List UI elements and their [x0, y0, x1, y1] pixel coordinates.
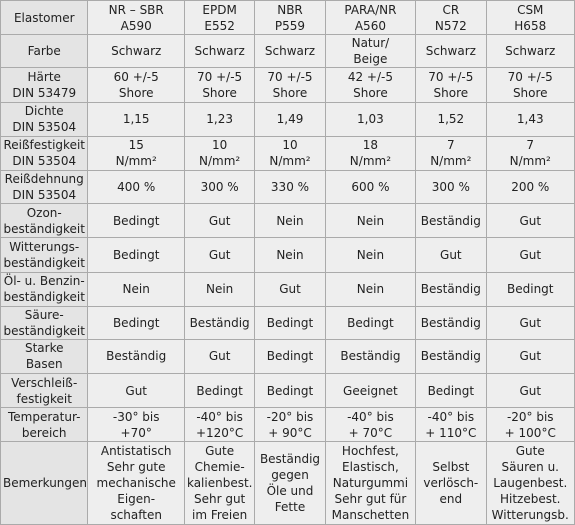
table-cell: 1,43: [486, 102, 575, 136]
table-row: [1, 374, 575, 408]
table-cell: Bedingt: [255, 374, 325, 408]
column-header: CR N572: [416, 1, 486, 35]
column-header: CSM H658: [486, 1, 575, 35]
row-label: Reißdehnung DIN 53504: [1, 170, 88, 203]
row-label: Elastomer: [1, 1, 88, 35]
table-cell: Geeignet: [325, 374, 415, 408]
table-cell: Beständig: [325, 339, 415, 373]
table-cell: Nein: [88, 272, 185, 306]
row-label: Temperatur- bereich: [1, 408, 88, 442]
table-cell: Beständig gegen Öle und Fette: [255, 442, 325, 525]
table-body: [1, 1, 575, 525]
table-cell: 1,49: [255, 102, 325, 136]
row-label: Starke Basen: [1, 339, 88, 373]
table-cell: Bedingt: [255, 306, 325, 339]
table-cell: 300 %: [184, 170, 254, 203]
table-cell: 7 N/mm²: [416, 136, 486, 170]
column-header: NBR P559: [255, 1, 325, 35]
table-cell: Gut: [486, 204, 575, 238]
table-cell: Nein: [325, 272, 415, 306]
table-cell: 1,15: [88, 102, 185, 136]
table-cell: Nein: [325, 238, 415, 272]
table-cell: Gut: [486, 306, 575, 339]
table-row: [1, 136, 575, 170]
table-cell: Beständig: [184, 306, 254, 339]
table-cell: -20° bis + 100°C: [486, 408, 575, 442]
column-header: PARA/NR A560: [325, 1, 415, 35]
row-label: Ozon- beständigkeit: [1, 204, 88, 238]
table-cell: Bedingt: [255, 339, 325, 373]
table-row: [1, 170, 575, 203]
table-cell: 70 +/-5 Shore: [486, 68, 575, 102]
row-label: Witterungs- beständigkeit: [1, 238, 88, 272]
table-cell: Antistatisch Sehr gute mechanische Eigen- schaften: [88, 442, 185, 525]
table-cell: 10 N/mm²: [184, 136, 254, 170]
table-cell: Bedingt: [88, 306, 185, 339]
table-cell: Beständig: [416, 272, 486, 306]
row-label: Bemerkungen: [1, 442, 88, 525]
table-cell: Nein: [325, 204, 415, 238]
table-row: [1, 339, 575, 373]
row-label: Verschleiß- festigkeit: [1, 374, 88, 408]
row-label: Farbe: [1, 35, 88, 68]
table-row: [1, 442, 575, 525]
table-cell: 70 +/-5 Shore: [255, 68, 325, 102]
table-cell: Bedingt: [416, 374, 486, 408]
table-row: [1, 272, 575, 306]
table-cell: Natur/ Beige: [325, 35, 415, 68]
table-cell: Schwarz: [255, 35, 325, 68]
table-cell: Bedingt: [88, 204, 185, 238]
table-cell: Schwarz: [416, 35, 486, 68]
table-cell: Nein: [255, 238, 325, 272]
table-row: [1, 35, 575, 68]
table-cell: Selbst verlösch- end: [416, 442, 486, 525]
table-cell: Nein: [184, 272, 254, 306]
table-cell: -40° bis + 70°C: [325, 408, 415, 442]
table-cell: Bedingt: [184, 374, 254, 408]
table-cell: Beständig: [416, 306, 486, 339]
table-cell: -40° bis +120°C: [184, 408, 254, 442]
table-cell: Nein: [255, 204, 325, 238]
table-cell: Schwarz: [184, 35, 254, 68]
table-row: [1, 408, 575, 442]
table-row: [1, 306, 575, 339]
table-cell: Gut: [184, 204, 254, 238]
table-cell: Gut: [255, 272, 325, 306]
table-cell: 60 +/-5 Shore: [88, 68, 185, 102]
table-cell: 330 %: [255, 170, 325, 203]
column-header: EPDM E552: [184, 1, 254, 35]
table-cell: 1,03: [325, 102, 415, 136]
table-cell: -30° bis +70°: [88, 408, 185, 442]
table-cell: Gut: [184, 238, 254, 272]
table-cell: 1,52: [416, 102, 486, 136]
header-row: [1, 1, 575, 35]
table-cell: 10 N/mm²: [255, 136, 325, 170]
table-row: [1, 102, 575, 136]
table-cell: Beständig: [416, 339, 486, 373]
table-cell: Gute Säuren u. Laugenbest. Hitzebest. Witterungsb.: [486, 442, 575, 525]
table-cell: Bedingt: [486, 272, 575, 306]
table-cell: 7 N/mm²: [486, 136, 575, 170]
row-label: Reißfestigkeit DIN 53504: [1, 136, 88, 170]
table-cell: Bedingt: [88, 238, 185, 272]
table-cell: Gut: [486, 374, 575, 408]
table-cell: 42 +/-5 Shore: [325, 68, 415, 102]
row-label: Öl- u. Benzin- beständigkeit: [1, 272, 88, 306]
table-cell: 18 N/mm²: [325, 136, 415, 170]
table-cell: Gut: [486, 238, 575, 272]
table-cell: Beständig: [88, 339, 185, 373]
table-cell: Schwarz: [88, 35, 185, 68]
table-cell: 1,23: [184, 102, 254, 136]
table-row: [1, 238, 575, 272]
table-cell: 15 N/mm²: [88, 136, 185, 170]
table-cell: Schwarz: [486, 35, 575, 68]
table-cell: Gute Chemie- kalienbest. Sehr gut im Freien: [184, 442, 254, 525]
table-cell: 70 +/-5 Shore: [416, 68, 486, 102]
row-label: Dichte DIN 53504: [1, 102, 88, 136]
table-cell: Gut: [184, 339, 254, 373]
column-header: NR – SBR A590: [88, 1, 185, 35]
table-cell: -20° bis + 90°C: [255, 408, 325, 442]
table-cell: Hochfest, Elastisch, Naturgummi Sehr gut für Manschetten: [325, 442, 415, 525]
table-cell: 300 %: [416, 170, 486, 203]
table-cell: -40° bis + 110°C: [416, 408, 486, 442]
table-cell: Gut: [486, 339, 575, 373]
row-label: Säure- beständigkeit: [1, 306, 88, 339]
table-row: [1, 68, 575, 102]
table-cell: Gut: [416, 238, 486, 272]
row-label: Härte DIN 53479: [1, 68, 88, 102]
table-cell: Bedingt: [325, 306, 415, 339]
table-cell: Gut: [88, 374, 185, 408]
table-row: [1, 204, 575, 238]
table-cell: 70 +/-5 Shore: [184, 68, 254, 102]
table-cell: Beständig: [416, 204, 486, 238]
table-cell: 400 %: [88, 170, 185, 203]
table-cell: 600 %: [325, 170, 415, 203]
table-cell: 200 %: [486, 170, 575, 203]
